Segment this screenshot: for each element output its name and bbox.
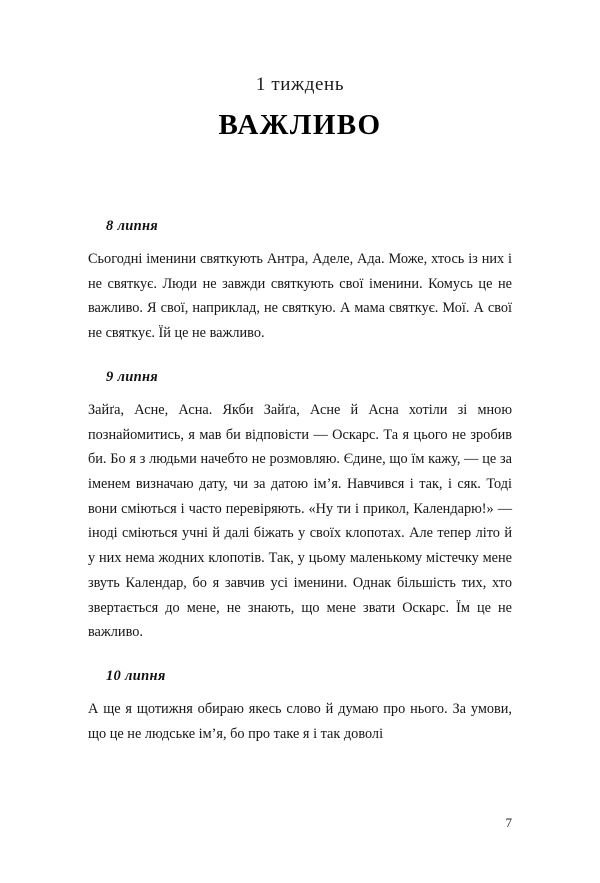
entry-date: 9 липня xyxy=(106,368,159,385)
diary-entry xyxy=(88,668,512,746)
page-header xyxy=(88,74,512,142)
entry-body xyxy=(88,697,512,746)
entry-body xyxy=(88,247,512,346)
chapter-title: ВАЖЛИВО xyxy=(218,109,382,141)
diary-entry xyxy=(88,369,512,645)
entry-paragraph: Сьогодні іменини святкують Антра, Аделе, Ада. Може, хтось із них і не святкує. Люди не завжди святкують свої іменини. Комусь це не важливо. Я свої, наприклад, не святкую. А мама святкує. Мої. А свої не святкує. Їй це не важливо. xyxy=(88,251,512,342)
entry-body xyxy=(88,398,512,645)
week-label: 1 тиждень xyxy=(255,74,345,95)
entry-date: 8 липня xyxy=(106,218,159,234)
entry-paragraph: Зайґа, Асне, Асна. Якби Зайґа, Асне й Асна хотіли зі мною познайомитись, я мав би відповісти — Оскарс. Та я цього не зробив би. Бо я з людьми начебто не розмовляю. Єдине, що їм кажу, — це за іменем визначаю дату, чи за датою ім’я. Навчився і так, і сяк. Тоді вони сміються і часто перевіряють. «Ну ти і прикол, Календарю!» — іноді сміються учні й далі біжать у своїх клопотах. Але тепер літо й у них нема жодних клопотів. Так, у цьому маленькому містечку мене звуть Календар, бо я завчив усі іменини. Однак більшість тих, хто звертається до мене, не знають, що мене звати Оскарс. Їм це не важливо. xyxy=(88,401,512,641)
entry-date: 10 липня xyxy=(106,668,166,685)
diary-entry xyxy=(88,218,512,346)
entry-list xyxy=(88,218,512,747)
page-number: 7 xyxy=(505,815,512,830)
entry-paragraph: А ще я щотижня обираю якесь слово й думаю про нього. За умови, що це не людське ім’я, бо про таке я і так доволі xyxy=(88,701,512,742)
